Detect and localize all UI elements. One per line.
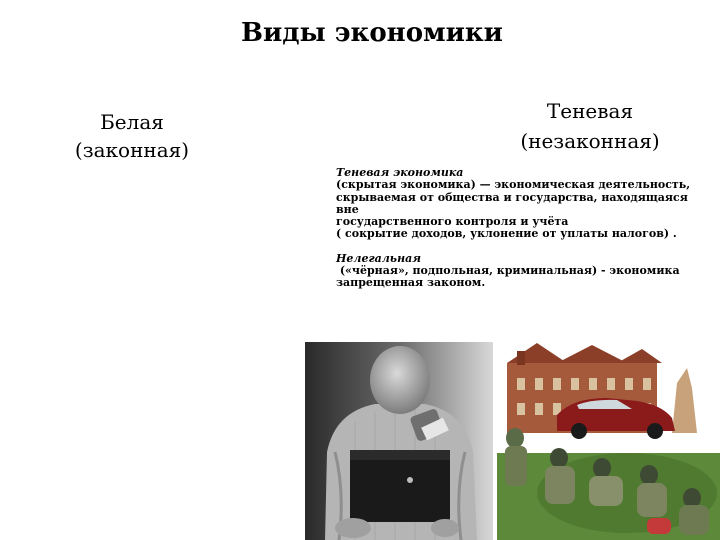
- illegal-economy-term: Нелегальная: [336, 251, 421, 265]
- definition-line: запрещенная законом.: [336, 276, 486, 290]
- shadow-economy-sublabel: (незаконная): [520, 129, 660, 153]
- definition-line: государственного контроля и учёта: [336, 215, 569, 229]
- collage-photo: [497, 343, 720, 540]
- definition-line: скрываемая от общества и государства, находящаяся вне: [336, 190, 688, 216]
- shadow-economy-heading: [505, 96, 675, 156]
- shadow-economy-term: Теневая экономика: [336, 166, 464, 179]
- white-economy-heading: [62, 108, 202, 164]
- definition-line: (скрытая экономика) — экономическая деятельность,: [336, 178, 691, 192]
- man-with-folder-photo: [305, 342, 493, 540]
- white-economy-label: Белая: [100, 110, 164, 134]
- definition-line: («чёрная», подпольная, криминальная) - экономика: [336, 264, 680, 278]
- definition-line: ( сокрытие доходов, уклонение от уплаты налогов) .: [336, 227, 677, 241]
- definitions-block: [336, 167, 706, 290]
- slide-title: Виды экономики: [241, 18, 503, 48]
- white-economy-sublabel: (законная): [74, 138, 190, 162]
- shadow-economy-label: Теневая: [546, 99, 634, 123]
